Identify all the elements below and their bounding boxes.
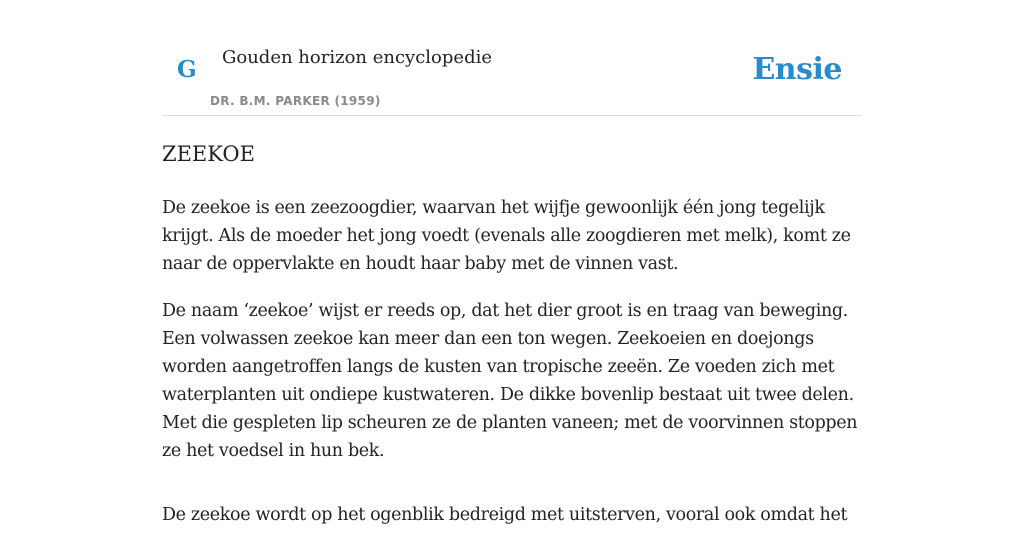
brand-logo[interactable]: Ensie [752,52,842,87]
article-paragraph: De zeekoe is een zeezoogdier, waarvan het wijfje gewoonlijk één jong tegelijk krijgt. Als de moeder het jong voedt (evenals alle zoogdieren met melk), komt ze naar de oppervlakte en houdt haar baby met de vinnen vast. [162,198,851,274]
site-header [162,0,862,116]
book-author: DR. B.M. PARKER (1959) [210,94,381,108]
book-title[interactable]: Gouden horizon encyclopedie [222,47,492,68]
article-paragraph: De naam ‘zeekoe’ wijst er reeds op, dat het dier groot is en traag van beweging. Een volwassen zeekoe kan meer dan een ton wegen. Zeekoeien en doejongs worden aangetroffen langs de kusten van tropische zeeën. Ze voeden zich met waterplanten uit ondiepe kustwateren. De dikke bovenlip bestaat uit twee delen. Met die gespleten lip scheuren ze de planten vaneen; met de voorvinnen stoppen ze het voedsel in hun bek. [162,301,858,461]
article-title: ZEEKOE [162,142,255,166]
article-paragraph: De zeekoe wordt op het ogenblik bedreigd met uitsterven, vooral ook omdat het [162,505,848,525]
article [162,136,862,548]
book-logo-icon[interactable]: G [177,56,197,83]
